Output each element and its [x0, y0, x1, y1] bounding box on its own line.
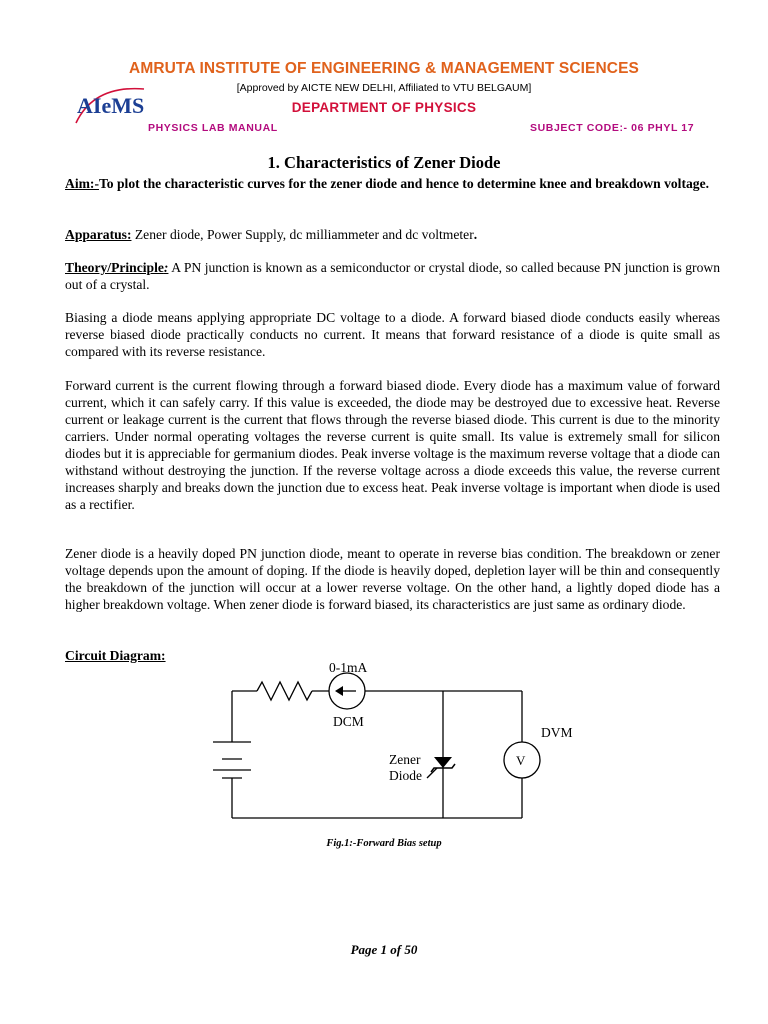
lab-manual-label: PHYSICS LAB MANUAL [148, 122, 278, 134]
aim-text: To plot the characteristic curves for the zener diode and hence to determine knee and breakdown voltage. [98, 176, 710, 191]
aim-label: Aim:- [65, 176, 99, 191]
theory-text: A PN junction is known as a semiconductor or crystal diode, so called because PN junction is grown out of a crystal. [65, 260, 720, 292]
figure-caption: Fig.1:-Forward Bias setup [326, 838, 442, 849]
page-title: 1. Characteristics of Zener Diode [267, 153, 501, 172]
svg-text:AIeMS: AIeMS [77, 93, 145, 118]
apparatus-label: Apparatus: [65, 227, 132, 242]
meter-range-label: 0-1mA [329, 660, 368, 675]
approval-line: [Approved by AICTE NEW DELHI, Affiliated to VTU BELGAUM] [236, 82, 532, 94]
page-number: Page 1 of 50 [350, 942, 418, 957]
theory-label: Theory/Principle [65, 260, 164, 275]
zener-label-line1: Zener [389, 752, 421, 767]
dcm-label: DCM [333, 714, 364, 729]
theory-paragraph: Theory/Principle: A PN junction is known as a semiconductor or crystal diode, so called because PN junction is grown out of a crystal. [65, 260, 720, 292]
biasing-paragraph: Biasing a diode means applying appropriate DC voltage to a diode. A forward biased diode conducts easily whereas reverse biased diode practically conducts no current. It means that forward resistance of a diode is quite small as compared with its reverse resistance. [65, 310, 720, 359]
resistor [257, 682, 312, 700]
subject-code: SUBJECT CODE:- 06 PHYL 17 [530, 122, 695, 134]
circuit-heading: Circuit Diagram: [65, 648, 166, 663]
dvm-label: DVM [541, 725, 573, 740]
apparatus-text: Zener diode, Power Supply, dc milliammeter and dc voltmeter [131, 227, 474, 242]
ammeter-arrow-icon [335, 686, 356, 696]
department-name: DEPARTMENT OF PHYSICS [291, 100, 477, 115]
forward-current-paragraph: Forward current is the current flowing through a forward biased diode. Every diode has a maximum value of forward current, which it can safely carry. If this value is exceeded, the diode may be destroyed due to excessive heat. Reverse current or leakage current is the current that flows through the reverse biased diode. This current is due to the minority carriers. Under normal operating voltages the reverse current is quite small. Its value is extremely small for silicon diodes but it is appreciable for germanium diodes. Peak inverse voltage is the maximum reverse voltage that a diode can withstand without destroying the junction. If the reverse voltage across a diode exceeds this value, the reverse current increases sharply and breaks down the junction due to excess heat. Peak inverse voltage is important when diode is used as a rectifier. [65, 378, 720, 512]
voltmeter-symbol: V [516, 753, 526, 768]
institute-name: AMRUTA INSTITUTE OF ENGINEERING & MANAGEMENT SCIENCES [129, 60, 639, 77]
zener-label-line2: Diode [389, 768, 422, 783]
apparatus-paragraph: Apparatus: Zener diode, Power Supply, dc milliammeter and dc voltmeter. [65, 227, 478, 242]
zener-diode-paragraph: Zener diode is a heavily doped PN junction diode, meant to operate in reverse bias condition. The breakdown or zener voltage depends upon the amount of doping. If the diode is heavily doped, depletion layer will be thin and consequently the breakdown of the junction will occur at a lower reverse voltage. On the other hand, a lightly doped diode has a higher breakdown voltage. When zener diode is forward biased, its characteristics are just same as ordinary diode. [65, 546, 720, 612]
